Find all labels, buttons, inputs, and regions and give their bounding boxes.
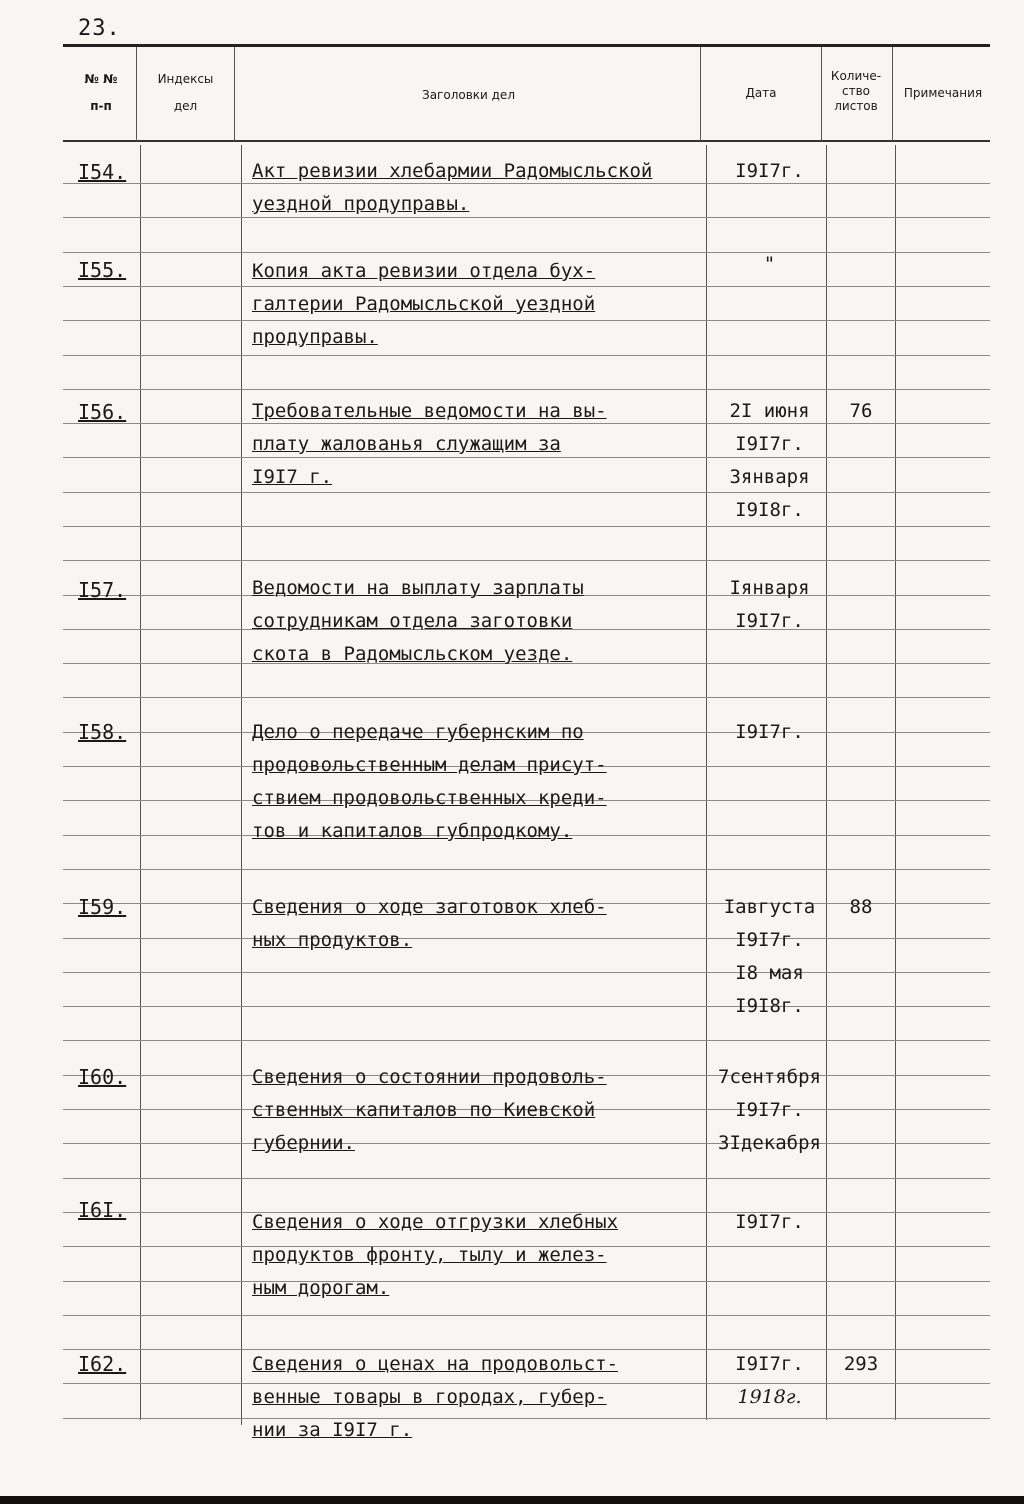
header-date: Дата [745, 86, 777, 100]
date-line: I8 мая [735, 962, 804, 984]
title-line: Сведения о ходе заготовок хлеб- [252, 896, 607, 918]
title-line: Сведения о состоянии продоволь- [252, 1066, 607, 1088]
form-rule-line [63, 869, 990, 870]
title-line: Сведения о ценах на продовольст- [252, 1353, 619, 1375]
date-line: 7сентября [718, 1066, 821, 1088]
title-line: губернии. [252, 1132, 355, 1154]
header-divider-4 [821, 47, 822, 141]
title-line: ственных капиталов по Киевской [252, 1099, 596, 1121]
entry-date [712, 572, 827, 638]
date-line: Iавгуста [723, 896, 816, 918]
entry-date [712, 155, 827, 188]
entry-number: I62. [78, 1352, 127, 1376]
form-rule-line [63, 252, 990, 253]
form-rule-line [63, 1315, 990, 1316]
entry-date [712, 395, 827, 527]
header-divider-1 [136, 47, 137, 141]
page-number: 23. [78, 16, 121, 41]
form-rule-line [63, 697, 990, 698]
entry-number: I60. [78, 1065, 127, 1089]
date-line: I9I7г. [735, 160, 804, 182]
form-rule-line [63, 972, 990, 973]
header-divider-2 [234, 47, 235, 141]
date-line: 3января [729, 466, 810, 488]
entry-title [252, 395, 707, 494]
entry-title [252, 1061, 707, 1160]
title-line: плату жалованья служащим за [252, 433, 561, 455]
form-rule-line [63, 355, 990, 356]
title-line: уездной продуправы. [252, 193, 470, 215]
title-line: ным дорогам. [252, 1277, 390, 1299]
header-index-line2: дел [173, 99, 198, 113]
date-line: I9I7г. [735, 929, 804, 951]
title-line: ных продуктов. [252, 929, 413, 951]
entry-title [252, 572, 707, 671]
body-divider-1 [140, 145, 141, 1420]
title-line: тов и капиталов губпродкому. [252, 820, 573, 842]
header-number [66, 72, 136, 114]
date-line-handwritten: 1918г. [737, 1386, 802, 1408]
page-bottom-edge [0, 1496, 1024, 1504]
title-line: галтерии Радомысльской уездной [252, 293, 596, 315]
entry-number: I57. [78, 578, 127, 602]
entry-title [252, 891, 707, 957]
entry-date [712, 248, 827, 281]
title-line: скота в Радомысльском уезде. [252, 643, 573, 665]
date-line: I9I7г. [735, 1353, 804, 1375]
form-rule-line [63, 560, 990, 561]
form-rule-line [63, 1178, 990, 1179]
date-line: 3Iдекабря [718, 1132, 821, 1154]
top-rule [63, 44, 990, 47]
entry-date [712, 1348, 827, 1414]
entry-sheets: 88 [849, 896, 873, 918]
header-notes: Примечания [903, 86, 983, 100]
title-line: Требовательные ведомости на вы- [252, 400, 607, 422]
title-line: нии за I9I7 г. [252, 1419, 413, 1441]
title-line: Копия акта ревизии отдела бух- [252, 260, 596, 282]
title-line: продуктов фронту, тылу и желез- [252, 1244, 607, 1266]
date-line: Iянваря [729, 577, 810, 599]
form-rule-line [63, 1006, 990, 1007]
title-line: продовольственным делам присут- [252, 754, 607, 776]
entry-number: I54. [78, 160, 127, 184]
entry-title [252, 1348, 707, 1447]
entry-number: I59. [78, 895, 127, 919]
entry-number: I56. [78, 400, 127, 424]
header-bottom-rule [63, 140, 990, 142]
title-line: Дело о передаче губернским по [252, 721, 584, 743]
header-sheets-line2: ство [841, 84, 870, 98]
header-number-line2: п-п [90, 99, 112, 113]
form-rule-line [63, 1040, 990, 1041]
entry-title [252, 155, 707, 221]
entry-title [252, 716, 707, 848]
date-line: I9I7г. [735, 433, 804, 455]
title-line: Сведения о ходе отгрузки хлебных [252, 1211, 619, 1233]
form-rule-line [63, 526, 990, 527]
header-divider-5 [892, 47, 893, 141]
entry-title [252, 1206, 707, 1305]
entry-date [712, 1061, 827, 1160]
date-line: 2I июня [729, 400, 810, 422]
title-line: ствием продовольственных креди- [252, 787, 607, 809]
title-line: I9I7 г. [252, 466, 333, 488]
title-line: продуправы. [252, 326, 378, 348]
header-index [138, 72, 233, 114]
title-line: венные товары в городах, губер- [252, 1386, 607, 1408]
header-title: Заголовки дел [422, 88, 515, 102]
entry-number: I58. [78, 720, 127, 744]
title-line: сотрудникам отдела заготовки [252, 610, 573, 632]
entry-title [252, 255, 707, 354]
header-divider-3 [700, 47, 701, 141]
date-line: I9I7г. [735, 610, 804, 632]
title-line: Акт ревизии хлебармии Радомысльской [252, 160, 653, 182]
header-sheets-line1: Количе- [830, 69, 882, 83]
form-rule-line [63, 389, 990, 390]
entry-date [712, 1206, 827, 1239]
header-sheets [821, 69, 891, 114]
date-line: I9I8г. [735, 499, 804, 521]
date-line: I9I8г. [735, 995, 804, 1017]
date-line: I9I7г. [735, 1211, 804, 1233]
entry-sheets: 293 [843, 1353, 879, 1375]
title-line: Ведомости на выплату зарплаты [252, 577, 584, 599]
date-line: " [763, 253, 776, 275]
header-number-line1: № № [84, 72, 118, 86]
header-sheets-line3: листов [834, 99, 878, 113]
header-index-line1: Индексы [157, 72, 214, 86]
entry-date [712, 891, 827, 1023]
entry-number: I55. [78, 258, 127, 282]
entry-sheets: 76 [849, 400, 873, 422]
body-divider-5 [895, 145, 896, 1420]
date-line: I9I7г. [735, 721, 804, 743]
body-divider-2 [241, 145, 242, 1425]
date-line: I9I7г. [735, 1099, 804, 1121]
entry-date [712, 716, 827, 749]
entry-number: I6I. [78, 1198, 127, 1222]
